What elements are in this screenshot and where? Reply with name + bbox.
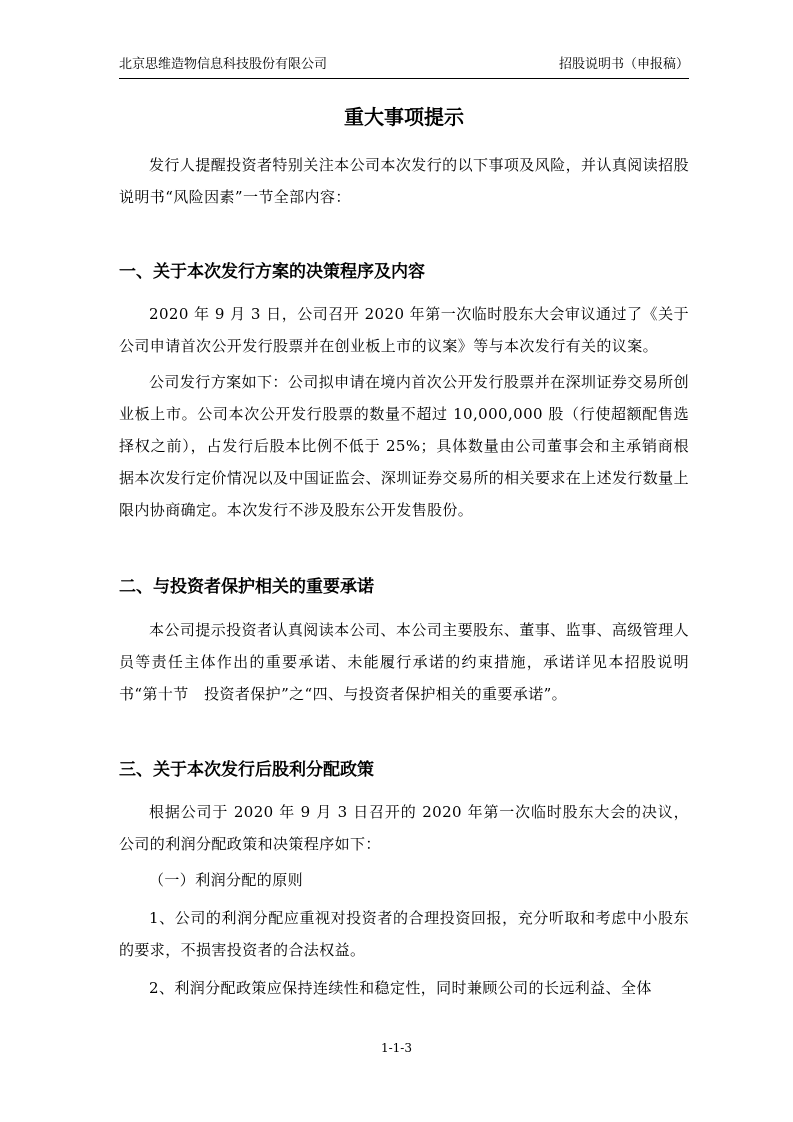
header-company-name: 北京思维造物信息科技股份有限公司	[119, 57, 328, 72]
page-header	[119, 56, 689, 79]
page-number: 1-1-3	[380, 1041, 412, 1055]
section-1-paragraph-2: 公司发行方案如下：公司拟申请在境内首次公开发行股票并在深圳证券交易所创业板上市。公司本次公开发行股票的数量不超过 10,000,000 股（行使超额配售选择权之前），占发行后股本比例不低于 25%；具体数量由公司董事会和主承销商根据本次发行定价情况以及中国证监会、深圳证券交易所的相关要求在上述发行数量上限内协商确定。本次发行不涉及股东公开发售股份。	[119, 373, 689, 519]
section-heading-1: 一、关于本次发行方案的决策程序及内容	[119, 262, 425, 282]
section-3-subheading: （一）利润分配的原则	[149, 871, 304, 889]
section-heading-2: 二、与投资者保护相关的重要承诺	[119, 577, 374, 597]
section-3-paragraph-3: 2、利润分配政策应保持连续性和稳定性，同时兼顾公司的长远利益、全体	[149, 979, 652, 997]
page-title: 重大事项提示	[344, 105, 464, 129]
section-3-paragraph-2: 1、公司的利润分配应重视对投资者的合理投资回报，充分听取和考虑中小股东的要求，不损害投资者的合法权益。	[119, 909, 689, 959]
section-1-paragraph-1: 2020 年 9 月 3 日，公司召开 2020 年第一次临时股东大会审议通过了《关于公司申请首次公开发行股票并在创业板上市的议案》等与本次发行有关的议案。	[119, 305, 689, 355]
section-heading-3: 三、关于本次发行后股利分配政策	[119, 760, 374, 780]
header-document-type: 招股说明书（申报稿）	[558, 57, 689, 72]
section-3-paragraph-1: 根据公司于 2020 年 9 月 3 日召开的 2020 年第一次临时股东大会的决议，公司的利润分配政策和决策程序如下：	[119, 803, 689, 853]
section-2-paragraph-1: 本公司提示投资者认真阅读本公司、本公司主要股东、董事、监事、高级管理人员等责任主体作出的重要承诺、未能履行承诺的约束措施，承诺详见本招股说明书“第十节 投资者保护”之“四、与投资者保护相关的重要承诺”。	[119, 621, 689, 703]
intro-paragraph: 发行人提醒投资者特别关注本公司本次发行的以下事项及风险，并认真阅读招股说明书“风险因素”一节全部内容：	[119, 156, 689, 206]
